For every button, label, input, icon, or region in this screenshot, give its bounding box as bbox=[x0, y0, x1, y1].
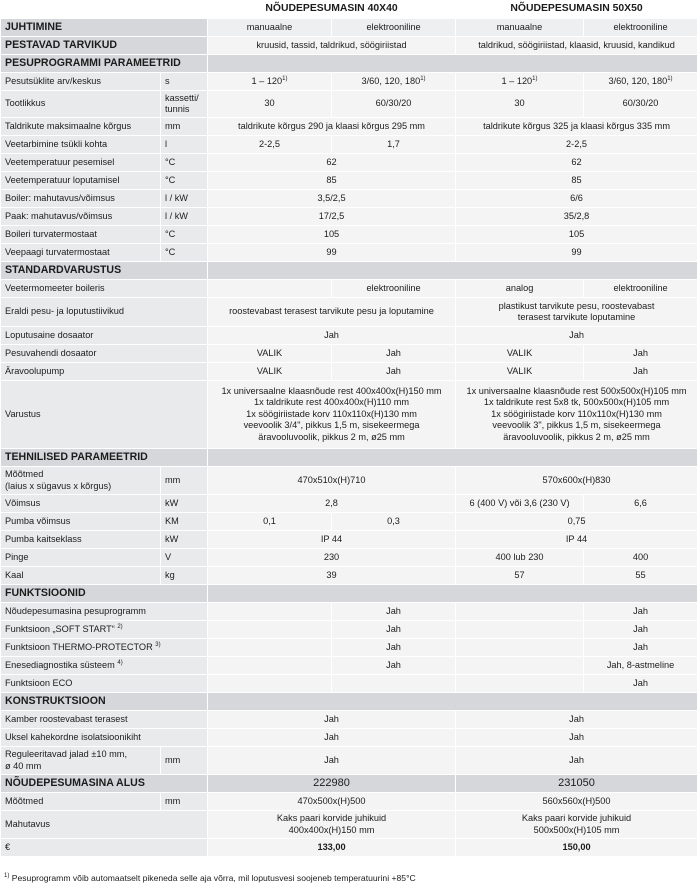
price-row bbox=[1, 839, 697, 857]
cell-40-manual bbox=[208, 639, 332, 657]
cell-50-electronic: Jah bbox=[584, 639, 697, 657]
cell-50-electronic: 3/60, 120, 180$^{1)}$ bbox=[584, 73, 697, 91]
section-pesuprogrammi: PESUPROGRAMMI PARAMEETRID bbox=[1, 55, 208, 73]
cell-40-electronic: 60/30/20 bbox=[332, 91, 456, 118]
row-unit: mm bbox=[161, 118, 208, 136]
cell-40-manual: 2-2,5 bbox=[208, 136, 332, 154]
row-label: Veetermomeeter boileris bbox=[1, 280, 208, 298]
cell-50: taldrikute kõrgus 325 ja klaasi kõrgus 335 mm bbox=[456, 118, 697, 136]
table-row bbox=[1, 345, 697, 363]
cell-50-manual: 6 (400 V) või 3,6 (230 V) bbox=[456, 495, 584, 513]
cell-50: 570x600x(H)830 bbox=[456, 467, 697, 495]
cell-50: 62 bbox=[456, 154, 697, 172]
row-unit: kg bbox=[161, 567, 208, 585]
section-row bbox=[1, 585, 697, 603]
cell-40: 62 bbox=[208, 154, 456, 172]
cell-40-electronic: Jah bbox=[332, 345, 456, 363]
row-unit: mm bbox=[161, 467, 208, 495]
section-fill bbox=[208, 262, 697, 280]
cell-40: taldrikute kõrgus 290 ja klaasi kõrgus 295 mm bbox=[208, 118, 456, 136]
row-label: Varustus bbox=[1, 381, 208, 449]
table-row bbox=[1, 118, 697, 136]
table-row bbox=[1, 244, 697, 262]
row-label: Funktsioon THERMO-PROTECTOR $^{3)}$ bbox=[1, 639, 208, 657]
table-row bbox=[1, 226, 697, 244]
section-fill bbox=[208, 55, 697, 73]
table-row bbox=[1, 190, 697, 208]
table-row bbox=[1, 811, 697, 839]
pestavad-40: kruusid, tassid, taldrikud, söögiriistad bbox=[208, 37, 456, 55]
cell-50-manual bbox=[456, 657, 584, 675]
cell-50: 6/6 bbox=[456, 190, 697, 208]
row-unit: °C bbox=[161, 172, 208, 190]
cell-40-manual bbox=[208, 621, 332, 639]
cell-50: 105 bbox=[456, 226, 697, 244]
table-row bbox=[1, 549, 697, 567]
cell-40-electronic: elektrooniline bbox=[332, 280, 456, 298]
row-label: Eraldi pesu- ja loputustiivikud bbox=[1, 298, 208, 327]
section-juhtimine: JUHTIMINE bbox=[1, 19, 208, 37]
table-row bbox=[1, 621, 697, 639]
row-unit: °C bbox=[161, 244, 208, 262]
table-row bbox=[1, 495, 697, 513]
cell-40-electronic: 0,3 bbox=[332, 513, 456, 531]
table-row bbox=[1, 675, 697, 693]
row-label: Reguleeritavad jalad ±10 mm, ø 40 mm bbox=[1, 747, 161, 775]
cell-50: 0,75 bbox=[456, 513, 697, 531]
cell-50: 35/2,8 bbox=[456, 208, 697, 226]
cell-40: 470x500x(H)500 bbox=[208, 793, 456, 811]
cell-50-manual bbox=[456, 675, 584, 693]
row-unit: V bbox=[161, 549, 208, 567]
cell-50: 99 bbox=[456, 244, 697, 262]
model-40-header: NÕUDEPESUMASIN 40X40 bbox=[208, 1, 456, 19]
cell-40: Jah bbox=[208, 729, 456, 747]
cell-50-manual bbox=[456, 639, 584, 657]
table-row bbox=[1, 603, 697, 621]
cell-50-manual: 30 bbox=[456, 91, 584, 118]
row-label: Mõõtmed (laius x sügavus x kõrgus) bbox=[1, 467, 161, 495]
cell-40: IP 44 bbox=[208, 531, 456, 549]
row-unit: kW bbox=[161, 531, 208, 549]
cell-50: 1x universaalne klaasnõude rest 500x500x(H)105 mm 1x taldrikute rest 5x8 tk, 500x500x(H)105 mm 1x söögiriistade korv 110x110x(H)130 mm veevoolik 3", pikkus 1,5 m, sisekeermega äravooluvoolik, pikkus 2 m, ø25 mm bbox=[456, 381, 697, 449]
mode-50-electronic: elektrooniline bbox=[584, 19, 697, 37]
cell-40-electronic: Jah bbox=[332, 657, 456, 675]
section-alus: NÕUDEPESUMASINA ALUS bbox=[1, 775, 208, 793]
cell-40-electronic: Jah bbox=[332, 639, 456, 657]
section-fill bbox=[208, 449, 697, 467]
cell-40: 2,8 bbox=[208, 495, 456, 513]
cell-40: 230 bbox=[208, 549, 456, 567]
row-unit: mm bbox=[161, 793, 208, 811]
row-unit: kW bbox=[161, 495, 208, 513]
table-row bbox=[1, 73, 697, 91]
cell-50-electronic: Jah bbox=[584, 675, 697, 693]
table-row bbox=[1, 91, 697, 118]
alus-code-50: 231050 bbox=[456, 775, 697, 793]
cell-40-manual: VALIK bbox=[208, 345, 332, 363]
section-funktsioonid: FUNKTSIOONID bbox=[1, 585, 208, 603]
cell-50-electronic: Jah bbox=[584, 621, 697, 639]
cell-40: Jah bbox=[208, 327, 456, 345]
cell-40-electronic: 1,7 bbox=[332, 136, 456, 154]
cell-50-electronic: 60/30/20 bbox=[584, 91, 697, 118]
row-label: Veepaagi turvatermostaat bbox=[1, 244, 161, 262]
table-row bbox=[1, 729, 697, 747]
cell-50-manual: 57 bbox=[456, 567, 584, 585]
cell-40-manual bbox=[208, 675, 332, 693]
pestavad-row bbox=[1, 37, 697, 55]
row-unit: l / kW bbox=[161, 208, 208, 226]
row-label: Tootlikkus bbox=[1, 91, 161, 118]
section-standardvarustus: STANDARDVARUSTUS bbox=[1, 262, 208, 280]
row-label: Boileri turvatermostaat bbox=[1, 226, 161, 244]
cell-50-electronic: Jah bbox=[584, 603, 697, 621]
cell-40: 99 bbox=[208, 244, 456, 262]
alus-code-40: 222980 bbox=[208, 775, 456, 793]
cell-40: 85 bbox=[208, 172, 456, 190]
table-row bbox=[1, 363, 697, 381]
cell-50-manual: 400 lub 230 bbox=[456, 549, 584, 567]
cell-40-manual: VALIK bbox=[208, 363, 332, 381]
row-unit: l / kW bbox=[161, 190, 208, 208]
table-row bbox=[1, 657, 697, 675]
row-label: Mahutavus bbox=[1, 811, 208, 839]
cell-40-electronic: 3/60, 120, 180$^{1)}$ bbox=[332, 73, 456, 91]
cell-40: Jah bbox=[208, 711, 456, 729]
cell-50-electronic: Jah bbox=[584, 345, 697, 363]
price-50: 150,00 bbox=[456, 839, 697, 857]
cell-40-manual: 1 – 120$^{1)}$ bbox=[208, 73, 332, 91]
row-unit: °C bbox=[161, 226, 208, 244]
cell-40-manual: 0,1 bbox=[208, 513, 332, 531]
section-fill bbox=[208, 693, 697, 711]
cell-40: roostevabast terasest tarvikute pesu ja loputamine bbox=[208, 298, 456, 327]
table-row bbox=[1, 531, 697, 549]
cell-50-electronic: 55 bbox=[584, 567, 697, 585]
cell-50: plastikust tarvikute pesu, roostevabast terasest tarvikute loputamine bbox=[456, 298, 697, 327]
table-row bbox=[1, 513, 697, 531]
cell-40-manual: 30 bbox=[208, 91, 332, 118]
cell-40: Jah bbox=[208, 747, 456, 775]
cell-50-manual: 1 – 120$^{1)}$ bbox=[456, 73, 584, 91]
table-row bbox=[1, 208, 697, 226]
table-row bbox=[1, 567, 697, 585]
cell-40: 105 bbox=[208, 226, 456, 244]
header-blank bbox=[1, 1, 208, 19]
table-row bbox=[1, 639, 697, 657]
cell-40: 470x510x(H)710 bbox=[208, 467, 456, 495]
row-label: Pumba kaitseklass bbox=[1, 531, 161, 549]
row-label: Mõõtmed bbox=[1, 793, 161, 811]
row-label: Veetarbimine tsükli kohta bbox=[1, 136, 161, 154]
section-tehnilised: TEHNILISED PARAMEETRID bbox=[1, 449, 208, 467]
footnote: $^{1)}$ Pesuprogramm võib automaatselt pikeneda selle aja võrra, mil loputusvesi soojeneb temperatuurini +85°C bbox=[4, 873, 416, 883]
pestavad-50: taldrikud, söögiriistad, klaasid, kruusid, kandikud bbox=[456, 37, 697, 55]
row-label: Kaal bbox=[1, 567, 161, 585]
section-row bbox=[1, 262, 697, 280]
row-label: Pumba võimsus bbox=[1, 513, 161, 531]
table-row bbox=[1, 136, 697, 154]
cell-50-electronic: Jah bbox=[584, 363, 697, 381]
row-label: Äravoolupump bbox=[1, 363, 208, 381]
cell-40-electronic: Jah bbox=[332, 603, 456, 621]
cell-50-electronic: elektrooniline bbox=[584, 280, 697, 298]
model-50-header: NÕUDEPESUMASIN 50X50 bbox=[456, 1, 697, 19]
cell-40-manual bbox=[208, 657, 332, 675]
row-unit: s bbox=[161, 73, 208, 91]
cell-50-manual: VALIK bbox=[456, 363, 584, 381]
row-label: Funktsioon „SOFT START“ $^{2)}$ bbox=[1, 621, 208, 639]
row-label: Taldrikute maksimaalne kõrgus bbox=[1, 118, 161, 136]
section-row bbox=[1, 693, 697, 711]
cell-40-electronic bbox=[332, 675, 456, 693]
row-label: Uksel kahekordne isolatsioonikiht bbox=[1, 729, 208, 747]
row-label: Funktsioon ECO bbox=[1, 675, 208, 693]
row-unit: KM bbox=[161, 513, 208, 531]
cell-50: Jah bbox=[456, 327, 697, 345]
cell-50: Kaks paari korvide juhikuid 500x500x(H)105 mm bbox=[456, 811, 697, 839]
table-row bbox=[1, 327, 697, 345]
table-row bbox=[1, 711, 697, 729]
juhtimine-row bbox=[1, 19, 697, 37]
row-label: Kamber roostevabast terasest bbox=[1, 711, 208, 729]
cell-50-manual: analog bbox=[456, 280, 584, 298]
row-unit: °C bbox=[161, 154, 208, 172]
row-label: Veetemperatuur pesemisel bbox=[1, 154, 161, 172]
section-fill bbox=[208, 585, 697, 603]
cell-50: 560x560x(H)500 bbox=[456, 793, 697, 811]
cell-40: 39 bbox=[208, 567, 456, 585]
row-label: Paak: mahutavus/võimsus bbox=[1, 208, 161, 226]
row-label: Veetemperatuur loputamisel bbox=[1, 172, 161, 190]
cell-40-manual bbox=[208, 280, 332, 298]
cell-50-manual bbox=[456, 603, 584, 621]
price-40: 133,00 bbox=[208, 839, 456, 857]
section-konstruktsioon: KONSTRUKTSIOON bbox=[1, 693, 208, 711]
mode-50-manual: manuaalne bbox=[456, 19, 584, 37]
cell-50-manual bbox=[456, 621, 584, 639]
table-row bbox=[1, 467, 697, 495]
table-row bbox=[1, 172, 697, 190]
row-label: Pesutsüklite arv/keskus bbox=[1, 73, 161, 91]
row-unit: l bbox=[161, 136, 208, 154]
cell-50: Jah bbox=[456, 729, 697, 747]
row-label: Nõudepesumasina pesuprogramm bbox=[1, 603, 208, 621]
table-row bbox=[1, 280, 697, 298]
cell-40-electronic: Jah bbox=[332, 621, 456, 639]
cell-40: 1x universaalne klaasnõude rest 400x400x(H)150 mm 1x taldrikute rest 400x400x(H)110 mm 1x söögiriistade korv 110x110x(H)130 mm veevoolik 3/4", pikkus 1,5 m, sisekeermega äravooluvoolik, pikkus 2 m, ø25 mm bbox=[208, 381, 456, 449]
cell-50: Jah bbox=[456, 747, 697, 775]
cell-50-electronic: 400 bbox=[584, 549, 697, 567]
row-label: Boiler: mahutavus/võimsus bbox=[1, 190, 161, 208]
header-row bbox=[1, 1, 697, 19]
table-row bbox=[1, 154, 697, 172]
cell-40: 3,5/2,5 bbox=[208, 190, 456, 208]
row-label: Pinge bbox=[1, 549, 161, 567]
section-row bbox=[1, 775, 697, 793]
price-label: € bbox=[1, 839, 208, 857]
cell-50: 2-2,5 bbox=[456, 136, 697, 154]
cell-50-electronic: Jah, 8-astmeline bbox=[584, 657, 697, 675]
mode-40-electronic: elektrooniline bbox=[332, 19, 456, 37]
section-pestavad: PESTAVAD TARVIKUD bbox=[1, 37, 208, 55]
cell-40: 17/2,5 bbox=[208, 208, 456, 226]
row-label: Loputusaine dosaator bbox=[1, 327, 208, 345]
table-row bbox=[1, 793, 697, 811]
mode-40-manual: manuaalne bbox=[208, 19, 332, 37]
row-unit: kassetti/ tunnis bbox=[161, 91, 208, 118]
row-label: Enesediagnostika süsteem $^{4)}$ bbox=[1, 657, 208, 675]
cell-40: Kaks paari korvide juhikuid 400x400x(H)150 mm bbox=[208, 811, 456, 839]
table-row bbox=[1, 381, 697, 449]
table-row bbox=[1, 747, 697, 775]
cell-50: 85 bbox=[456, 172, 697, 190]
cell-40-electronic: Jah bbox=[332, 363, 456, 381]
row-unit: mm bbox=[161, 747, 208, 775]
cell-50-manual: VALIK bbox=[456, 345, 584, 363]
cell-40-manual bbox=[208, 603, 332, 621]
row-label: Pesuvahendi dosaator bbox=[1, 345, 208, 363]
section-row bbox=[1, 55, 697, 73]
row-label: Võimsus bbox=[1, 495, 161, 513]
cell-50-electronic: 6,6 bbox=[584, 495, 697, 513]
section-row bbox=[1, 449, 697, 467]
table-row bbox=[1, 298, 697, 327]
cell-50: IP 44 bbox=[456, 531, 697, 549]
cell-50: Jah bbox=[456, 711, 697, 729]
